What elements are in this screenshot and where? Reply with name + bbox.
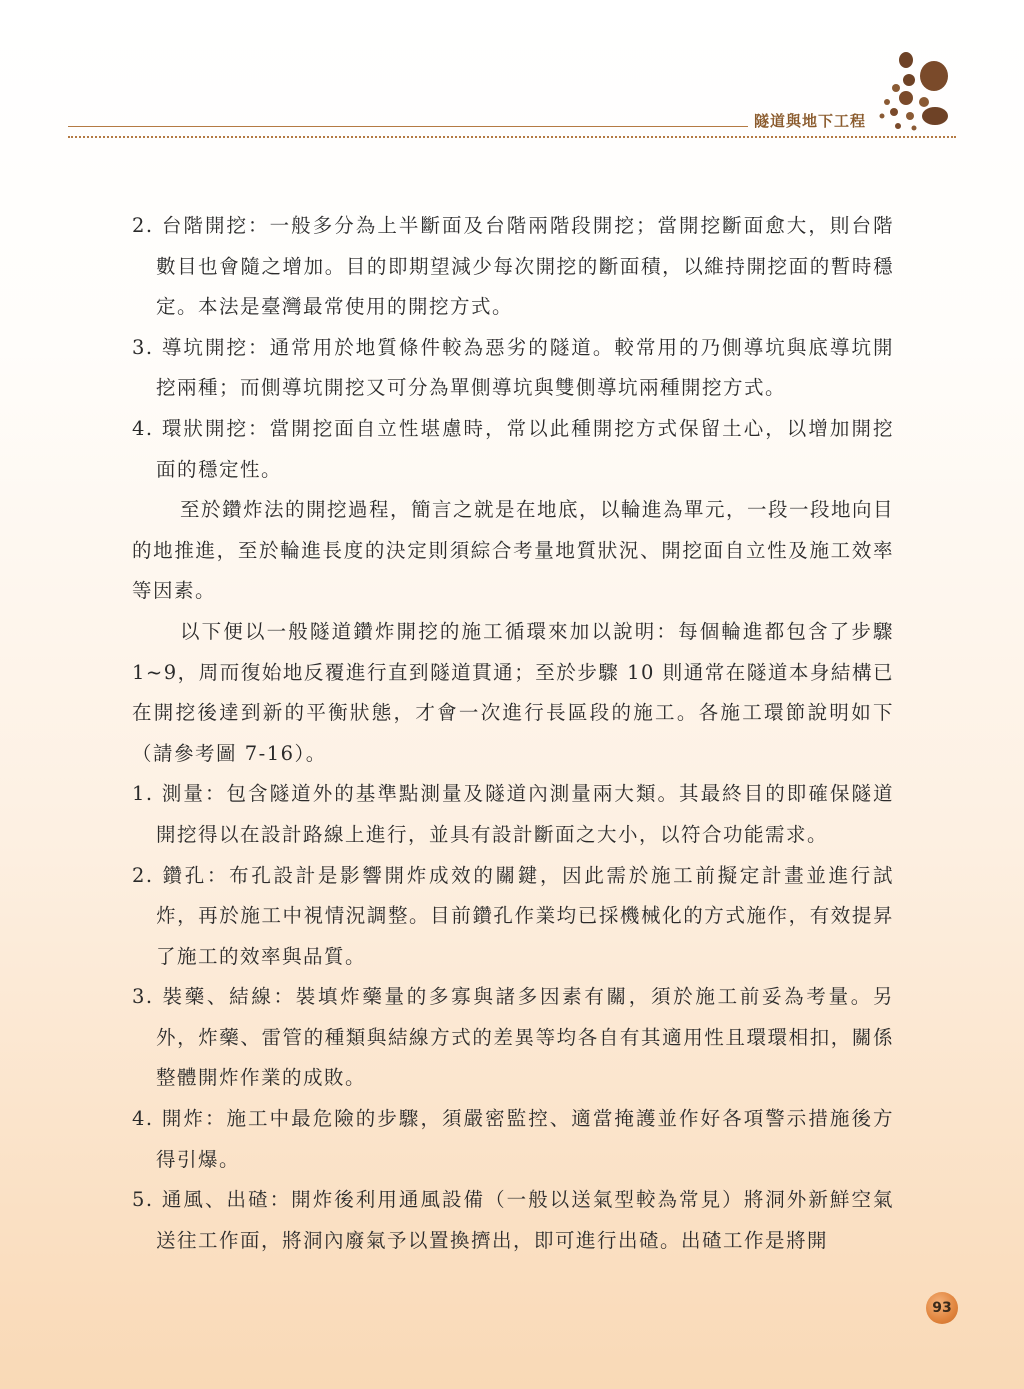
page-number-badge: 93 [926, 1292, 958, 1324]
list-item: 4. 環狀開挖：當開挖面自立性堪慮時，常以此種開挖方式保留土心，以增加開挖面的穩定性。 [132, 416, 894, 481]
list-item: 5. 通風、出碴：開炸後利用通風設備（一般以送氣型較為常見）將洞外新鮮空氣送往工作面，將洞內廢氣予以置換擠出，即可進行出碴。出碴工作是將開 [132, 1188, 894, 1252]
chapter-title: 隧道與地下工程 [754, 112, 867, 130]
dots-logo-icon [872, 40, 962, 135]
header-dotted-rule [68, 136, 956, 138]
paragraph: 以下便以一般隧道鑽炸開挖的施工循環來加以說明：每個輪進都包含了步驟 1~9，周而復始地反覆進行直到隧道貫通；至於步驟 10 則通常在隧道本身結構已在開挖後達到新的平衡狀態，才會一次進行長區段的施工。各施工環節說明如下（請參考圖 7-16）。 [132, 619, 894, 765]
page-header [0, 0, 1024, 150]
list-item: 2. 鑽孔：布孔設計是影響開炸成效的關鍵，因此需於施工前擬定計畫並進行試炸，再於施工中視情況調整。目前鑽孔作業均已採機械化的方式施作，有效提昇了施工的效率與品質。 [132, 863, 894, 968]
list-item: 2. 台階開挖：一般多分為上半斷面及台階兩階段開挖；當開挖斷面愈大，則台階數目也會隨之增加。目的即期望減少每次開挖的斷面積，以維持開挖面的暫時穩定。本法是臺灣最常使用的開挖方式。 [132, 214, 894, 319]
header-rule [68, 126, 748, 127]
list-item: 3. 裝藥、結線：裝填炸藥量的多寡與諸多因素有關，須於施工前妥為考量。另外，炸藥、雷管的種類與結線方式的差異等均各自有其適用性且環環相扣，關係整體開炸作業的成敗。 [132, 985, 894, 1090]
list-item: 4. 開炸：施工中最危險的步驟，須嚴密監控、適當掩護並作好各項警示措施後方得引爆。 [132, 1107, 894, 1171]
list-item: 1. 測量：包含隧道外的基準點測量及隧道內測量兩大類。其最終目的即確保隧道開挖得以在設計路線上進行，並具有設計斷面之大小，以符合功能需求。 [132, 782, 894, 846]
list-item: 3. 導坑開挖：通常用於地質條件較為惡劣的隧道。較常用的乃側導坑與底導坑開挖兩種；而側導坑開挖又可分為單側導坑與雙側導坑兩種開挖方式。 [132, 335, 894, 400]
paragraph: 至於鑽炸法的開挖過程，簡言之就是在地底，以輪進為單元，一段一段地向目的地推進，至於輪進長度的決定則須綜合考量地質狀況、開挖面自立性及施工效率等因素。 [132, 498, 895, 603]
body-text [132, 206, 894, 1261]
